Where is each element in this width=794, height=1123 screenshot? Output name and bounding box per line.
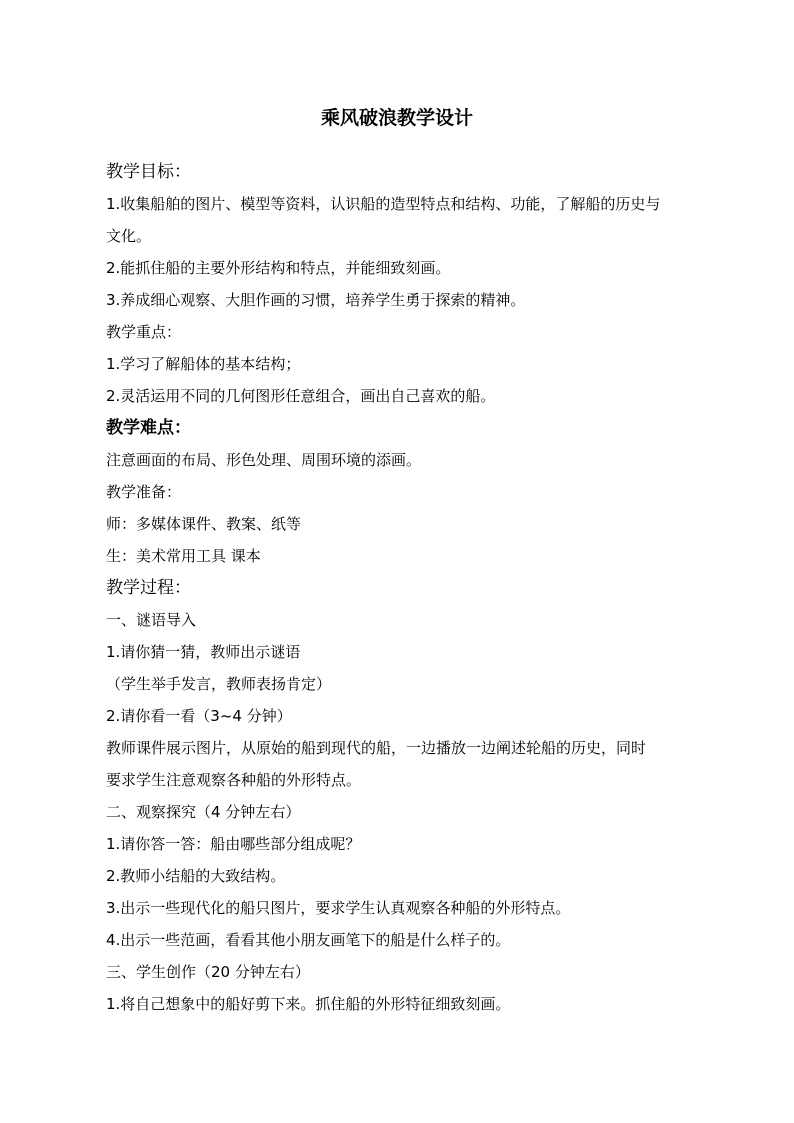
paragraph-line: 生：美术常用工具 课本 — [106, 547, 261, 565]
paragraph-line: 1.学习了解船体的基本结构； — [106, 355, 301, 373]
heading-preparation: 教学准备： — [106, 483, 182, 501]
paragraph-line: 2.请你看一看（3~4 分钟） — [106, 707, 292, 725]
paragraph-line: 教师课件展示图片，从原始的船到现代的船，一边播放一边阐述轮船的历史，同时 — [106, 739, 647, 757]
paragraph-line: 1.请你猜一猜，教师出示谜语 — [106, 643, 301, 661]
section-heading: 一、谜语导入 — [106, 611, 197, 629]
paragraph-line: 4.出示一些范画，看看其他小朋友画笔下的船是什么样子的。 — [106, 931, 511, 949]
paragraph-line: 3.养成细心观察、大胆作画的习惯，培养学生勇于探索的精神。 — [106, 291, 526, 309]
heading-difficulties: 教学难点： — [106, 418, 191, 438]
paragraph-line: 1.请你答一答：船由哪些部分组成呢？ — [106, 835, 361, 853]
section-heading: 三、学生创作（20 分钟左右） — [106, 963, 310, 981]
paragraph-line: 2.教师小结船的大致结构。 — [106, 867, 286, 885]
paragraph-line: （学生举手发言，教师表扬肯定） — [106, 675, 332, 693]
paragraph-line: 1.将自己想象中的船好剪下来。抓住船的外形特征细致刻画。 — [106, 995, 511, 1013]
document-body — [106, 156, 696, 1020]
paragraph-line: 1.收集船舶的图片、模型等资料，认识船的造型特点和结构、功能，了解船的历史与 — [106, 195, 661, 213]
paragraph-line: 注意画面的布局、形色处理、周围环境的添画。 — [106, 451, 422, 469]
heading-teaching-objectives: 教学目标： — [106, 162, 191, 182]
section-heading: 二、观察探究（4 分钟左右） — [106, 803, 301, 821]
paragraph-line: 文化。 — [106, 227, 152, 245]
paragraph-line: 2.能抓住船的主要外形结构和特点，并能细致刻画。 — [106, 259, 451, 277]
paragraph-line: 要求学生注意观察各种船的外形特点。 — [106, 771, 362, 789]
paragraph-line: 3.出示一些现代化的船只图片，要求学生认真观察各种船的外形特点。 — [106, 899, 571, 917]
paragraph-line: 2.灵活运用不同的几何图形任意组合，画出自己喜欢的船。 — [106, 387, 496, 405]
heading-key-points: 教学重点： — [106, 323, 182, 341]
document-title: 乘风破浪教学设计 — [320, 107, 473, 129]
heading-teaching-process: 教学过程： — [106, 578, 191, 598]
paragraph-line: 师：多媒体课件、教案、纸等 — [106, 515, 302, 533]
